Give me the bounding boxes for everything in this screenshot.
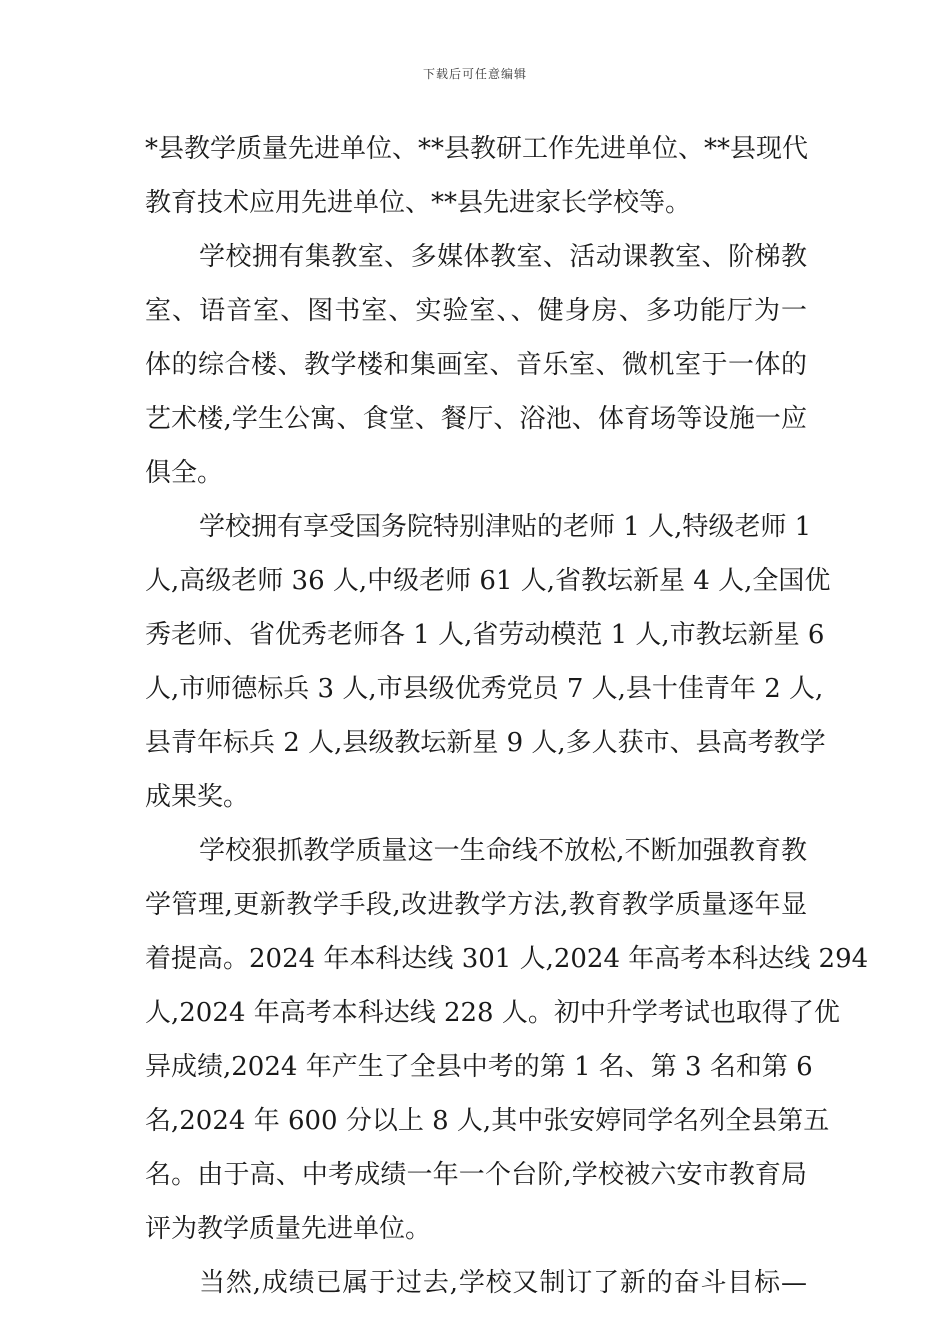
paragraph-5 — [145, 1256, 807, 1310]
text-line: *县教学质量先进单位、**县教研工作先进单位、**县现代 — [145, 134, 809, 164]
document-body — [145, 122, 869, 1310]
text-line: 学校拥有集教室、多媒体教室、活动课教室、阶梯教 — [199, 242, 807, 272]
text-line: 县青年标兵 2 人,县级教坛新星 9 人,多人获市、县高考教学 — [145, 728, 826, 758]
text-line: 人,市师德标兵 3 人,市县级优秀党员 7 人,县十佳青年 2 人, — [145, 674, 824, 704]
text-line: 着提高。2024 年本科达线 301 人,2024 年高考本科达线 294 — [145, 944, 869, 974]
text-line: 体的综合楼、教学楼和集画室、音乐室、微机室于一体的 — [145, 350, 807, 380]
text-line: 评为教学质量先进单位。 — [145, 1214, 432, 1244]
page-header: 下载后可任意编辑 — [422, 67, 527, 81]
text-line: 人,高级老师 36 人,中级老师 61 人,省教坛新星 4 人,全国优 — [145, 566, 831, 596]
paragraph-1 — [145, 122, 807, 230]
text-line: 成果奖。 — [145, 782, 250, 812]
text-line: 俱全。 — [145, 458, 224, 488]
text-line: 秀老师、省优秀老师各 1 人,省劳动模范 1 人,市教坛新星 6 — [145, 620, 825, 650]
paragraph-4 — [145, 824, 869, 1256]
paragraph-3 — [145, 500, 831, 824]
text-line: 教育技术应用先进单位、**县先进家长学校等。 — [145, 188, 692, 218]
text-line: 人,2024 年高考本科达线 228 人。初中升学考试也取得了优 — [145, 998, 840, 1028]
paragraph-2 — [145, 230, 807, 500]
text-line: 异成绩,2024 年产生了全县中考的第 1 名、第 3 名和第 6 — [145, 1052, 813, 1082]
text-line: 学管理,更新教学手段,改进教学方法,教育教学质量逐年显 — [145, 890, 807, 920]
text-line: 艺术楼,学生公寓、食堂、餐厅、浴池、体育场等设施一应 — [145, 404, 807, 434]
text-line: 学校拥有享受国务院特别津贴的老师 1 人,特级老师 1 — [199, 512, 812, 542]
text-line: 当然,成绩已属于过去,学校又制订了新的奋斗目标— — [199, 1268, 807, 1298]
text-line: 名。由于高、中考成绩一年一个台阶,学校被六安市教育局 — [145, 1160, 807, 1190]
text-line: 名,2024 年 600 分以上 8 人,其中张安婷同学名列全县第五 — [145, 1106, 830, 1136]
text-line: 学校狠抓教学质量这一生命线不放松,不断加强教育教 — [199, 836, 807, 866]
text-line: 室、语音室、图书室、实验室、、健身房、多功能厅为一 — [145, 296, 807, 326]
